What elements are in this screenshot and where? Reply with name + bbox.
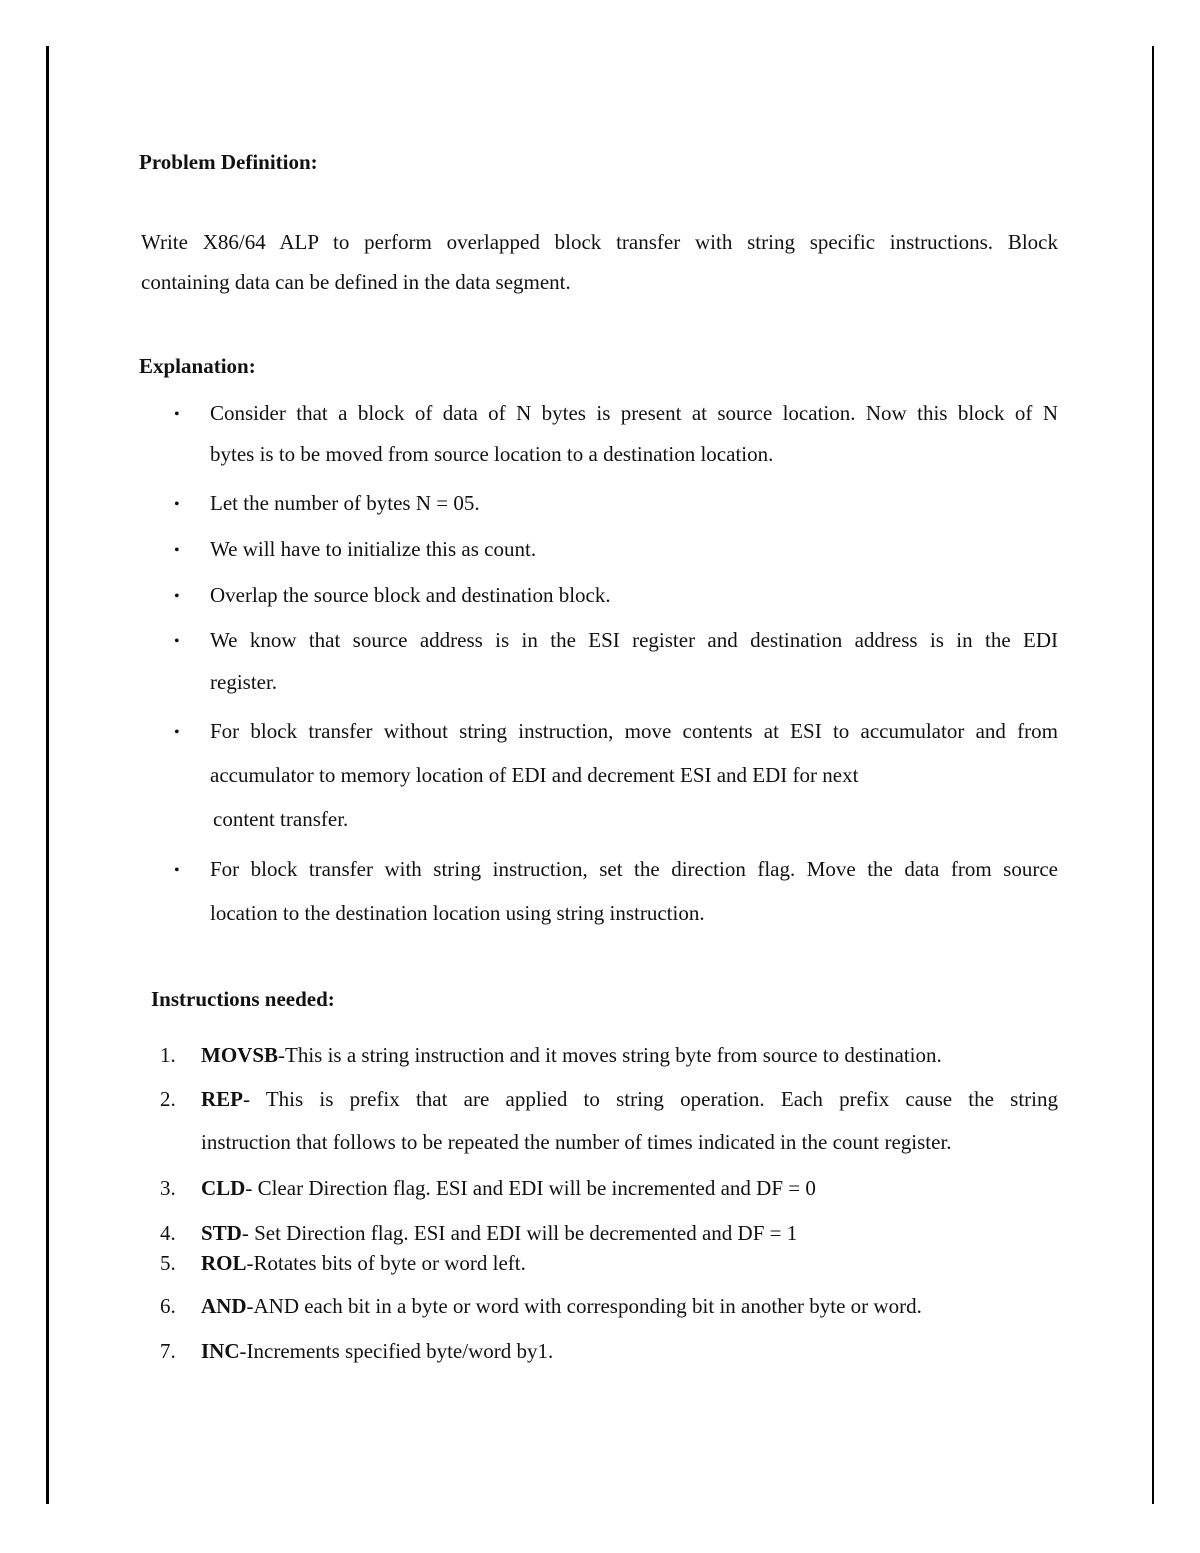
instruction-term: STD	[201, 1221, 242, 1245]
instruction-desc: - This is prefix that are applied to string operation. Each prefix cause the string	[243, 1087, 1058, 1111]
bullet-icon: •	[174, 406, 180, 423]
list-number: 3.	[160, 1176, 176, 1200]
problem-text-line-1: Write X86/64 ALP to perform overlapped block transfer with string specific instructions. Block	[141, 230, 1058, 254]
instruction-desc: -Increments specified byte/word by1.	[239, 1339, 554, 1363]
page-border-right	[1152, 46, 1154, 1504]
instruction-item-inc	[201, 1341, 553, 1362]
bullet-6-line-2: accumulator to memory location of EDI and decrement ESI and EDI for next	[210, 763, 859, 787]
bullet-5-line-1: We know that source address is in the ESI register and destination address is in the EDI	[210, 628, 1058, 652]
instruction-desc: - Clear Direction flag. ESI and EDI will be incremented and DF = 0	[245, 1176, 816, 1200]
instruction-item-and	[201, 1296, 922, 1317]
instructions-heading: Instructions needed:	[151, 987, 335, 1011]
instruction-term: MOVSB	[201, 1043, 279, 1067]
bullet-icon: •	[174, 542, 180, 559]
instruction-desc: - Set Direction flag. ESI and EDI will be decremented and DF = 1	[241, 1221, 798, 1245]
bullet-1-line-2: bytes is to be moved from source location to a destination location.	[210, 442, 774, 466]
bullet-icon: •	[174, 724, 180, 741]
instruction-desc: -This is a string instruction and it moves string byte from source to destination.	[278, 1043, 942, 1067]
instruction-item-rol	[201, 1253, 526, 1274]
explanation-heading: Explanation:	[139, 354, 256, 378]
problem-text-line-2: containing data can be defined in the data segment.	[141, 270, 571, 294]
list-number: 7.	[160, 1339, 176, 1363]
instruction-desc: -AND each bit in a byte or word with corresponding bit in another byte or word.	[246, 1294, 922, 1318]
instruction-term: ROL	[201, 1251, 247, 1275]
list-number: 2.	[160, 1087, 176, 1111]
bullet-icon: •	[174, 633, 180, 650]
list-number: 6.	[160, 1294, 176, 1318]
instruction-item-rep-line-2: instruction that follows to be repeated the number of times indicated in the count register.	[201, 1130, 952, 1154]
bullet-icon: •	[174, 588, 180, 605]
bullet-1-line-1: Consider that a block of data of N bytes is present at source location. Now this block of N	[210, 401, 1058, 425]
bullet-5-line-2: register.	[210, 670, 278, 694]
instruction-item-std	[201, 1223, 797, 1244]
instruction-item-rep	[201, 1089, 1058, 1110]
instruction-desc: -Rotates bits of byte or word left.	[246, 1251, 526, 1275]
instruction-term: CLD	[201, 1176, 246, 1200]
bullet-icon: •	[174, 862, 180, 879]
bullet-4: Overlap the source block and destination block.	[210, 583, 611, 607]
instruction-term: INC	[201, 1339, 240, 1363]
instruction-term: AND	[201, 1294, 247, 1318]
instruction-item-movsb	[201, 1045, 942, 1066]
problem-heading: Problem Definition:	[139, 150, 318, 174]
bullet-6-line-1: For block transfer without string instruction, move contents at ESI to accumulator and from	[210, 719, 1058, 743]
page-border-left	[46, 46, 49, 1504]
bullet-6-line-3: content transfer.	[213, 807, 349, 831]
bullet-icon: •	[174, 496, 180, 513]
bullet-7-line-1: For block transfer with string instruction, set the direction flag. Move the data from source	[210, 857, 1058, 881]
bullet-7-line-2: location to the destination location using string instruction.	[210, 901, 705, 925]
list-number: 4.	[160, 1221, 176, 1245]
list-number: 5.	[160, 1251, 176, 1275]
bullet-2: Let the number of bytes N = 05.	[210, 491, 480, 515]
list-number: 1.	[160, 1043, 176, 1067]
bullet-3: We will have to initialize this as count.	[210, 537, 537, 561]
instruction-term: REP	[201, 1087, 243, 1111]
instruction-item-cld	[201, 1178, 816, 1199]
